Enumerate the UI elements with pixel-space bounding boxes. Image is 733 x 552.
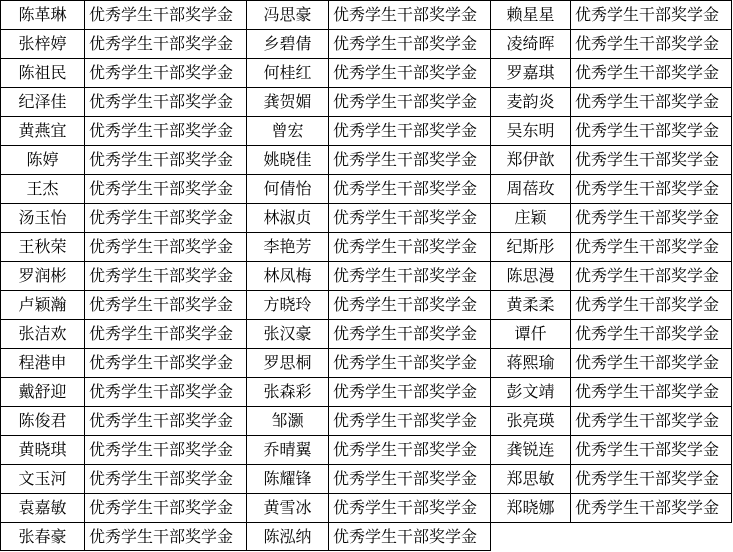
student-name-cell: 姚晓佳 — [247, 146, 329, 175]
award-name-cell: 优秀学生干部奖学金 — [329, 494, 491, 523]
award-name-cell: 优秀学生干部奖学金 — [85, 30, 247, 59]
student-name-cell: 程港申 — [1, 349, 85, 378]
table-row — [1, 378, 732, 407]
award-name-cell: 优秀学生干部奖学金 — [329, 523, 491, 551]
student-name-cell: 张森彩 — [247, 378, 329, 407]
award-name-cell: 优秀学生干部奖学金 — [329, 59, 491, 88]
student-name-cell: 周蓓玫 — [491, 175, 571, 204]
award-name-cell: 优秀学生干部奖学金 — [85, 262, 247, 291]
student-name-cell: 曾宏 — [247, 117, 329, 146]
student-name-cell: 乡碧倩 — [247, 30, 329, 59]
award-name-cell: 优秀学生干部奖学金 — [85, 204, 247, 233]
table-row — [1, 146, 732, 175]
table-row — [1, 1, 732, 30]
award-name-cell: 优秀学生干部奖学金 — [329, 233, 491, 262]
table-row — [1, 175, 732, 204]
award-name-cell: 优秀学生干部奖学金 — [85, 233, 247, 262]
student-name-cell: 罗思桐 — [247, 349, 329, 378]
table-row — [1, 465, 732, 494]
table-row — [1, 291, 732, 320]
award-name-cell: 优秀学生干部奖学金 — [571, 262, 732, 291]
table-row — [1, 262, 732, 291]
award-name-cell: 优秀学生干部奖学金 — [85, 117, 247, 146]
award-name-cell: 优秀学生干部奖学金 — [571, 233, 732, 262]
award-name-cell: 优秀学生干部奖学金 — [85, 378, 247, 407]
table-row — [1, 407, 732, 436]
student-name-cell: 张春豪 — [1, 523, 85, 551]
student-name-cell: 罗润彬 — [1, 262, 85, 291]
award-name-cell: 优秀学生干部奖学金 — [85, 146, 247, 175]
table-row — [1, 320, 732, 349]
table-row — [1, 204, 732, 233]
award-name-cell: 优秀学生干部奖学金 — [85, 320, 247, 349]
award-name-cell: 优秀学生干部奖学金 — [85, 494, 247, 523]
award-name-cell: 优秀学生干部奖学金 — [85, 88, 247, 117]
student-name-cell: 陈祖民 — [1, 59, 85, 88]
student-name-cell: 蒋熙瑜 — [491, 349, 571, 378]
student-name-cell: 凌绮晖 — [491, 30, 571, 59]
award-name-cell: 优秀学生干部奖学金 — [85, 465, 247, 494]
award-name-cell: 优秀学生干部奖学金 — [571, 378, 732, 407]
student-name-cell: 李艳芳 — [247, 233, 329, 262]
award-name-cell: 优秀学生干部奖学金 — [571, 407, 732, 436]
student-name-cell: 张梓婷 — [1, 30, 85, 59]
student-name-cell: 陈婷 — [1, 146, 85, 175]
award-name-cell: 优秀学生干部奖学金 — [85, 523, 247, 551]
table-row — [1, 59, 732, 88]
student-name-cell: 麦韵炎 — [491, 88, 571, 117]
student-name-cell: 林凤梅 — [247, 262, 329, 291]
award-name-cell: 优秀学生干部奖学金 — [85, 407, 247, 436]
award-name-cell: 优秀学生干部奖学金 — [571, 204, 732, 233]
award-name-cell: 优秀学生干部奖学金 — [329, 465, 491, 494]
award-name-cell: 优秀学生干部奖学金 — [571, 349, 732, 378]
award-name-cell: 优秀学生干部奖学金 — [329, 320, 491, 349]
award-name-cell: 优秀学生干部奖学金 — [329, 291, 491, 320]
empty-cell — [571, 523, 732, 551]
empty-cell — [491, 523, 571, 551]
student-name-cell: 汤玉怡 — [1, 204, 85, 233]
table-row — [1, 233, 732, 262]
student-name-cell: 郑伊歆 — [491, 146, 571, 175]
award-name-cell: 优秀学生干部奖学金 — [571, 146, 732, 175]
award-name-cell: 优秀学生干部奖学金 — [329, 349, 491, 378]
award-name-cell: 优秀学生干部奖学金 — [329, 30, 491, 59]
student-name-cell: 冯思豪 — [247, 1, 329, 30]
award-name-cell: 优秀学生干部奖学金 — [571, 291, 732, 320]
student-name-cell: 何倩怡 — [247, 175, 329, 204]
student-name-cell: 陈耀锋 — [247, 465, 329, 494]
student-name-cell: 黄雪冰 — [247, 494, 329, 523]
student-name-cell: 赖星星 — [491, 1, 571, 30]
student-name-cell: 纪斯彤 — [491, 233, 571, 262]
student-name-cell: 陈俊君 — [1, 407, 85, 436]
student-name-cell: 吴东明 — [491, 117, 571, 146]
table-row — [1, 523, 732, 551]
award-name-cell: 优秀学生干部奖学金 — [571, 320, 732, 349]
student-name-cell: 龚贺媚 — [247, 88, 329, 117]
award-name-cell: 优秀学生干部奖学金 — [85, 436, 247, 465]
student-name-cell: 文玉河 — [1, 465, 85, 494]
award-name-cell: 优秀学生干部奖学金 — [571, 30, 732, 59]
award-name-cell: 优秀学生干部奖学金 — [571, 88, 732, 117]
student-name-cell: 龚锐连 — [491, 436, 571, 465]
table-row — [1, 30, 732, 59]
student-name-cell: 戴舒迎 — [1, 378, 85, 407]
award-name-cell: 优秀学生干部奖学金 — [571, 436, 732, 465]
student-name-cell: 张亮瑛 — [491, 407, 571, 436]
award-name-cell: 优秀学生干部奖学金 — [329, 407, 491, 436]
student-name-cell: 郑思敏 — [491, 465, 571, 494]
award-name-cell: 优秀学生干部奖学金 — [85, 175, 247, 204]
student-name-cell: 陈思漫 — [491, 262, 571, 291]
student-name-cell: 陈革琳 — [1, 1, 85, 30]
student-name-cell: 黄柔柔 — [491, 291, 571, 320]
student-name-cell: 陈泓纳 — [247, 523, 329, 551]
award-name-cell: 优秀学生干部奖学金 — [571, 117, 732, 146]
award-name-cell: 优秀学生干部奖学金 — [85, 291, 247, 320]
student-name-cell: 彭文靖 — [491, 378, 571, 407]
student-name-cell: 黄晓琪 — [1, 436, 85, 465]
student-name-cell: 张汉豪 — [247, 320, 329, 349]
award-name-cell: 优秀学生干部奖学金 — [571, 465, 732, 494]
award-name-cell: 优秀学生干部奖学金 — [329, 204, 491, 233]
table-row — [1, 349, 732, 378]
student-name-cell: 林淑贞 — [247, 204, 329, 233]
student-name-cell: 张洁欢 — [1, 320, 85, 349]
award-name-cell: 优秀学生干部奖学金 — [571, 494, 732, 523]
award-name-cell: 优秀学生干部奖学金 — [85, 59, 247, 88]
student-name-cell: 邹灏 — [247, 407, 329, 436]
student-name-cell: 庄颖 — [491, 204, 571, 233]
student-name-cell: 袁嘉敏 — [1, 494, 85, 523]
award-name-cell: 优秀学生干部奖学金 — [85, 1, 247, 30]
student-name-cell: 谭仟 — [491, 320, 571, 349]
student-name-cell: 罗嘉琪 — [491, 59, 571, 88]
student-name-cell: 卢颖瀚 — [1, 291, 85, 320]
award-name-cell: 优秀学生干部奖学金 — [329, 117, 491, 146]
award-name-cell: 优秀学生干部奖学金 — [329, 175, 491, 204]
award-name-cell: 优秀学生干部奖学金 — [571, 1, 732, 30]
table-row — [1, 494, 732, 523]
award-name-cell: 优秀学生干部奖学金 — [329, 262, 491, 291]
student-name-cell: 王杰 — [1, 175, 85, 204]
award-name-cell: 优秀学生干部奖学金 — [85, 349, 247, 378]
award-name-cell: 优秀学生干部奖学金 — [329, 146, 491, 175]
award-name-cell: 优秀学生干部奖学金 — [571, 59, 732, 88]
student-name-cell: 王秋荣 — [1, 233, 85, 262]
student-name-cell: 黄燕宜 — [1, 117, 85, 146]
award-name-cell: 优秀学生干部奖学金 — [571, 175, 732, 204]
student-name-cell: 郑晓娜 — [491, 494, 571, 523]
table-row — [1, 88, 732, 117]
award-name-cell: 优秀学生干部奖学金 — [329, 378, 491, 407]
table-row — [1, 436, 732, 465]
student-name-cell: 何桂红 — [247, 59, 329, 88]
award-name-cell: 优秀学生干部奖学金 — [329, 88, 491, 117]
award-name-cell: 优秀学生干部奖学金 — [329, 1, 491, 30]
student-name-cell: 纪泽佳 — [1, 88, 85, 117]
student-name-cell: 方晓玲 — [247, 291, 329, 320]
award-name-cell: 优秀学生干部奖学金 — [329, 436, 491, 465]
table-row — [1, 117, 732, 146]
student-name-cell: 乔晴翼 — [247, 436, 329, 465]
